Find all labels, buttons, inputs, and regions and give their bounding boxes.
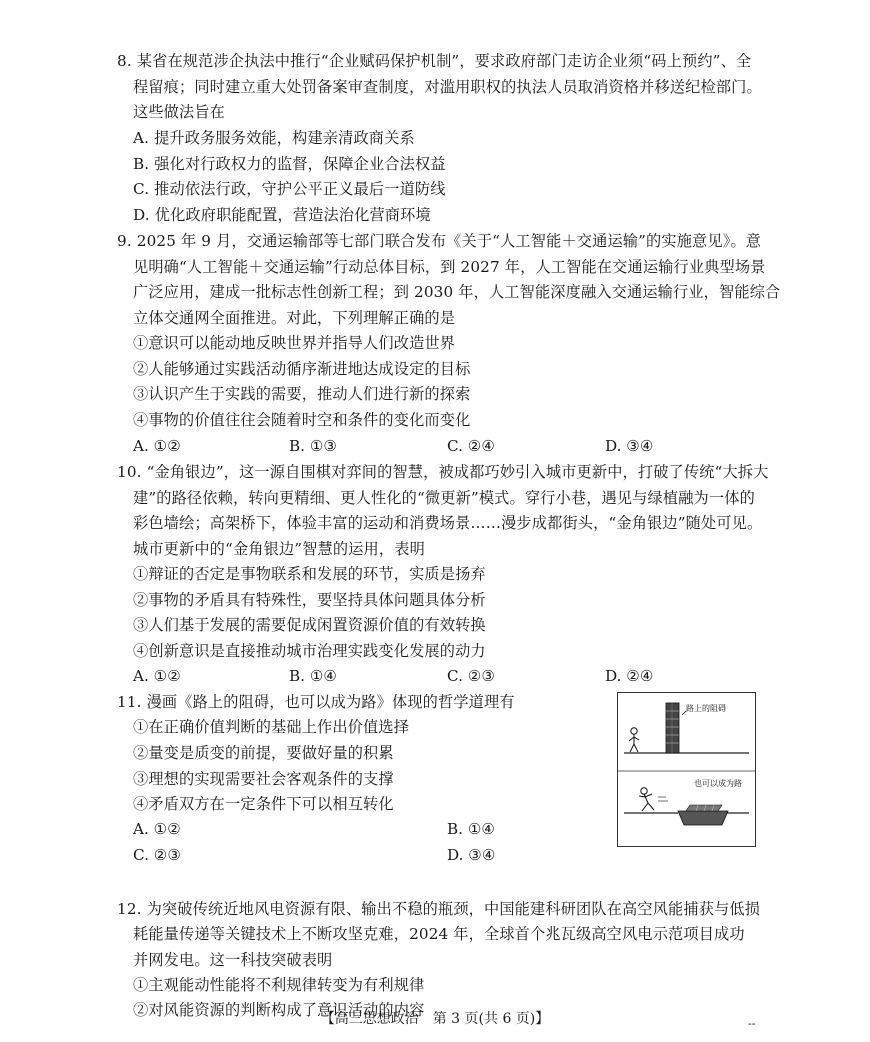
question-10-option-b: B. ①④ (289, 667, 338, 685)
question-10-stem-line: 10. “金角银边”，这一源自围棋对弈间的智慧，被成都巧妙引入城市更新中，打破了传统“大拆大 (117, 463, 769, 481)
question-11-item-3: ③理想的实现需要社会客观条件的支撑 (133, 770, 394, 788)
question-8-option-b: B. 强化对行政权力的监督，保障企业合法权益 (133, 155, 446, 173)
comic-panel-bottom (624, 788, 749, 825)
page-footer: 【高三思想政治 第 3 页(共 6 页)】 (320, 1011, 550, 1027)
question-11-option-d: D. ③④ (447, 846, 496, 864)
question-10-item-2: ②事物的矛盾具有特殊性，要坚持具体问题具体分析 (133, 591, 486, 609)
question-8-option-c: C. 推动依法行政，守护公平正义最后一道防线 (133, 180, 446, 198)
question-9-stem-line: 见明确“人工智能＋交通运输”行动总体目标，到 2027 年，人工智能在交通运输行业典型场景 (133, 258, 766, 276)
comic-drawing (618, 693, 755, 846)
question-8-option-a: A. 提升政务服务效能，构建亲清政商关系 (133, 129, 415, 147)
question-11-option-c: C. ②③ (133, 846, 181, 864)
question-8-stem-line: 8. 某省在规范涉企执法中推行“企业赋码保护机制”，要求政府部门走访企业须“码上预约”、全 (117, 52, 752, 70)
question-8-stem-line: 程留痕；同时建立重大处罚备案审查制度，对滥用职权的执法人员取消资格并移送纪检部门。 (133, 78, 762, 96)
question-10-item-3: ③人们基于发展的需要促成闲置资源价值的有效转换 (133, 616, 486, 634)
question-11-item-2: ②量变是质变的前提，要做好量的积累 (133, 744, 394, 762)
question-9-item-2: ②人能够通过实践活动循序渐进地达成设定的目标 (133, 360, 471, 378)
question-9-option-b: B. ①③ (289, 437, 338, 455)
question-9-item-3: ③认识产生于实践的需要，推动人们进行新的探索 (133, 385, 471, 403)
question-9-option-c: C. ②④ (447, 437, 495, 455)
question-10-stem-line: 彩色墙绘；高架桥下，体验丰富的运动和消费场景……漫步成都街头，“金角银边”随处可见。 (133, 514, 763, 532)
question-9-item-4: ④事物的价值往往会随着时空和条件的变化而变化 (133, 411, 471, 429)
question-10-option-d: D. ②④ (605, 667, 654, 685)
question-9-stem-line: 广泛应用，建成一批标志性创新工程；到 2030 年，人工智能深度融入交通运输行业，智能综合 (133, 283, 781, 301)
comic-caption-top: 路上的阻碍 (686, 704, 726, 713)
comic-caption-bottom: 也可以成为路 (694, 779, 742, 788)
question-9-option-d: D. ③④ (605, 437, 654, 455)
question-10-stem-line: 建”的路径依赖，转向更精细、更人性化的“微更新”模式。穿行小巷，遇见与绿植融为一体的 (133, 489, 755, 507)
question-9-stem-line: 立体交通网全面推进。对此，下列理解正确的是 (133, 309, 456, 327)
question-10-item-1: ①辩证的否定是事物联系和发展的环节，实质是扬弃 (133, 565, 486, 583)
corner-mark: -- (748, 1017, 756, 1030)
question-10-item-4: ④创新意识是直接推动城市治理实践变化发展的动力 (133, 642, 486, 660)
question-11-item-4: ④矛盾双方在一定条件下可以相互转化 (133, 795, 394, 813)
question-11-item-1: ①在正确价值判断的基础上作出价值选择 (133, 718, 410, 736)
question-9-stem-line: 9. 2025 年 9 月，交通运输部等七部门联合发布《关于“人工智能＋交通运输”的实施意见》。意 (117, 232, 762, 250)
question-12-stem-line: 并网发电。这一科技突破表明 (133, 951, 333, 969)
question-11-stem-line: 11. 漫画《路上的阻碍，也可以成为路》体现的哲学道理有 (117, 693, 515, 711)
question-10-option-c: C. ②③ (447, 667, 495, 685)
question-12-stem-line: 12. 为突破传统近地风电资源有限、输出不稳的瓶颈，中国能建科研团队在高空风能捕获与低损 (117, 900, 761, 918)
question-11-option-a: A. ①② (133, 820, 181, 838)
question-10-stem-line: 城市更新中的“金角银边”智慧的运用，表明 (133, 540, 425, 558)
question-12-item-2: ②对风能资源的判断构成了意识活动的内容 (133, 1001, 425, 1019)
question-12-stem-line: 耗能量传递等关键技术上不断攻坚克难，2024 年，全球首个兆瓦级高空风电示范项目成功 (133, 925, 745, 943)
question-12-item-1: ①主观能动性能将不利规律转变为有利规律 (133, 976, 425, 994)
comic-illustration (617, 692, 756, 847)
question-10-option-a: A. ①② (133, 667, 181, 685)
question-11-option-b: B. ①④ (447, 820, 496, 838)
question-8-option-d: D. 优化政府职能配置，营造法治化营商环境 (133, 206, 431, 224)
question-9-item-1: ①意识可以能动地反映世界并指导人们改造世界 (133, 334, 456, 352)
question-8-stem-line: 这些做法旨在 (133, 103, 226, 121)
question-9-option-a: A. ①② (133, 437, 181, 455)
